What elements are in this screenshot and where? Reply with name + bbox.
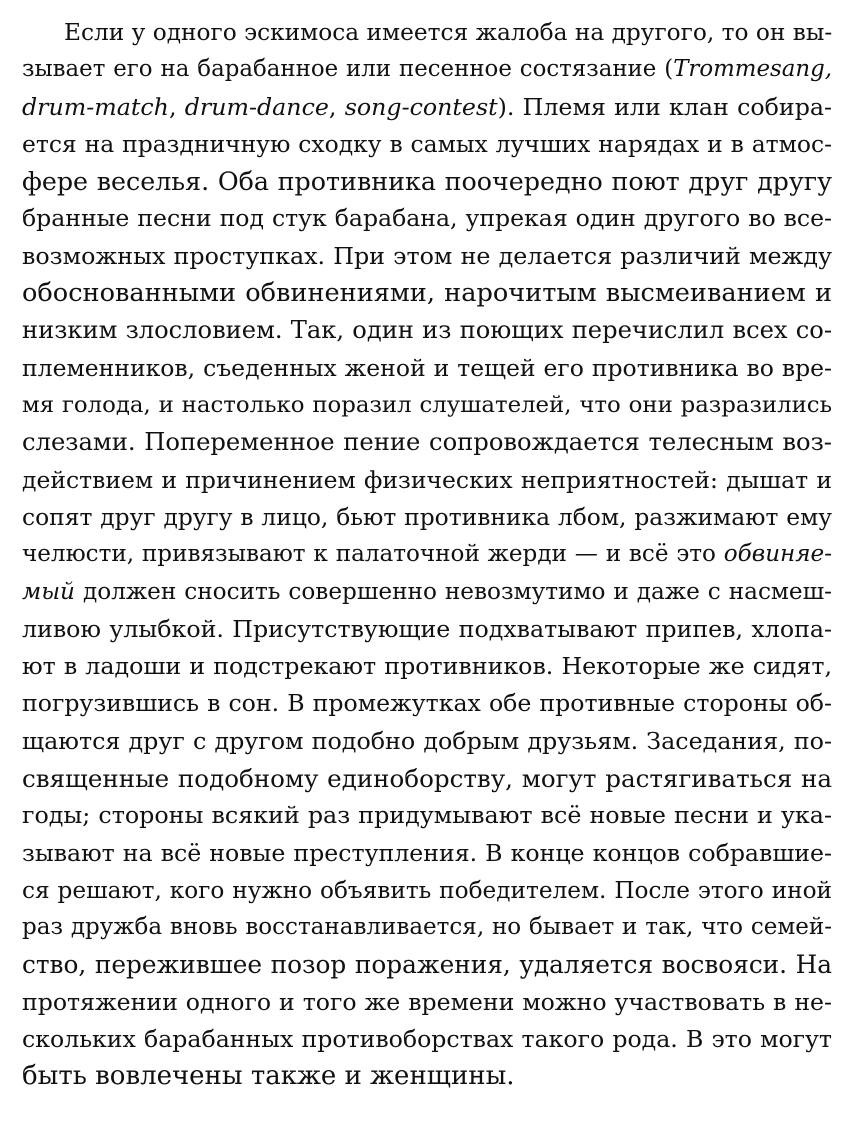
text-segment: челюсти, привязывают к палаточной жерди — и всё это — [22, 541, 724, 568]
text-line — [22, 238, 832, 275]
italic-text-segment: drum-match — [22, 92, 169, 121]
text-segment: сопят друг другу в лицо, бьют противника лбом, разжимают ему — [22, 502, 832, 531]
text-segment: возможных проступках. При этом не делается различий между — [22, 241, 832, 270]
text-line — [22, 536, 832, 573]
italic-text-segment: мый — [22, 578, 75, 606]
text-segment: , — [328, 92, 345, 121]
text-segment: фере веселья. Оба противника поочередно поют друг другу — [22, 166, 832, 197]
text-segment: обоснованными обвинениями, нарочитым высмеиванием и — [22, 278, 832, 309]
text-segment: племенников, съеденных женой и тещей его противника во вре- — [22, 353, 832, 382]
document-page — [22, 14, 832, 1096]
text-segment: слезами. Попеременное пение сопровождается телесным воз- — [22, 428, 832, 457]
text-segment: действием и причинением физических неприятностей: дышат и — [22, 465, 832, 494]
text-segment: ливою улыбкой. Присутствующие подхватывают припев, хлопа- — [22, 614, 832, 643]
text-line — [22, 573, 832, 610]
text-line — [22, 760, 832, 797]
text-line — [22, 685, 832, 722]
text-segment: погрузившись в сон. В промежутках обе противные стороны об- — [22, 689, 832, 718]
text-line — [22, 835, 832, 872]
text-line — [22, 946, 832, 983]
text-segment: священные подобному единоборству, могут растягиваться на — [22, 763, 832, 793]
text-segment: ется на праздничную сходку в самых лучших нарядах и в атмос- — [22, 129, 832, 158]
text-segment: ся решают, кого нужно объявить победителем. После этого иной — [22, 876, 832, 904]
text-line — [22, 387, 832, 424]
text-line — [22, 909, 832, 946]
text-segment: , — [168, 92, 185, 121]
text-line — [22, 797, 832, 834]
text-line — [22, 312, 832, 349]
text-line — [22, 89, 832, 126]
text-line — [22, 275, 832, 312]
text-segment: раз дружба вновь восстанавливается, но бывает и так, что семей- — [22, 914, 832, 941]
italic-text-segment: Trommesang, — [673, 56, 832, 83]
text-line — [22, 51, 832, 88]
text-line — [22, 723, 832, 760]
italic-text-segment: drum-dance — [184, 92, 329, 121]
text-segment: бранные песни под стук барабана, упрекая один другого во все- — [22, 204, 832, 233]
text-line — [22, 648, 832, 685]
text-line — [22, 1021, 832, 1058]
text-line — [22, 350, 832, 387]
text-segment: низким злословием. Так, один из поющих перечислил всех со- — [22, 316, 832, 345]
text-segment: быть вовлечены также и женщины. — [22, 1061, 515, 1092]
text-line — [22, 499, 832, 536]
text-segment: ют в ладоши и подстрекают противников. Некоторые же сидят, — [22, 652, 832, 681]
text-line — [22, 462, 832, 499]
italic-text-segment: song-contest — [344, 92, 498, 121]
text-segment: мя голода, и настолько поразил слушателей, что они разразились — [22, 391, 832, 418]
text-segment: годы; стороны всякий раз придумывают всё новые песни и ука- — [22, 801, 832, 830]
text-line — [22, 200, 832, 237]
text-line — [22, 163, 832, 200]
text-segment: ). Племя или клан собира- — [497, 92, 833, 121]
text-segment: зывает его на барабанное или песенное состязание ( — [22, 56, 674, 83]
text-segment: зывают на всё новые преступления. В конце концов собравшие- — [22, 838, 832, 867]
text-line — [22, 126, 832, 163]
text-line — [22, 1058, 832, 1095]
text-segment: скольких барабанных противоборствах такого рода. В это могут — [22, 1025, 832, 1054]
text-line — [22, 872, 832, 909]
text-segment: Если у одного эскимоса имеется жалоба на другого, то он вы- — [64, 19, 833, 46]
text-line — [22, 984, 832, 1021]
text-line — [22, 611, 832, 648]
text-segment: щаются друг с другом подобно добрым друзьям. Заседания, по- — [22, 726, 832, 755]
italic-text-segment: обвиняе- — [723, 541, 832, 568]
text-segment: ство, пережившее позор поражения, удаляется восвояси. На — [22, 950, 832, 980]
text-segment: должен сносить совершенно невозмутимо и даже с насмеш- — [74, 578, 832, 606]
text-line — [22, 14, 832, 51]
body-paragraph — [22, 14, 832, 1096]
text-line — [22, 424, 832, 461]
text-segment: протяжении одного и того же времени можно участвовать в не- — [22, 987, 832, 1016]
